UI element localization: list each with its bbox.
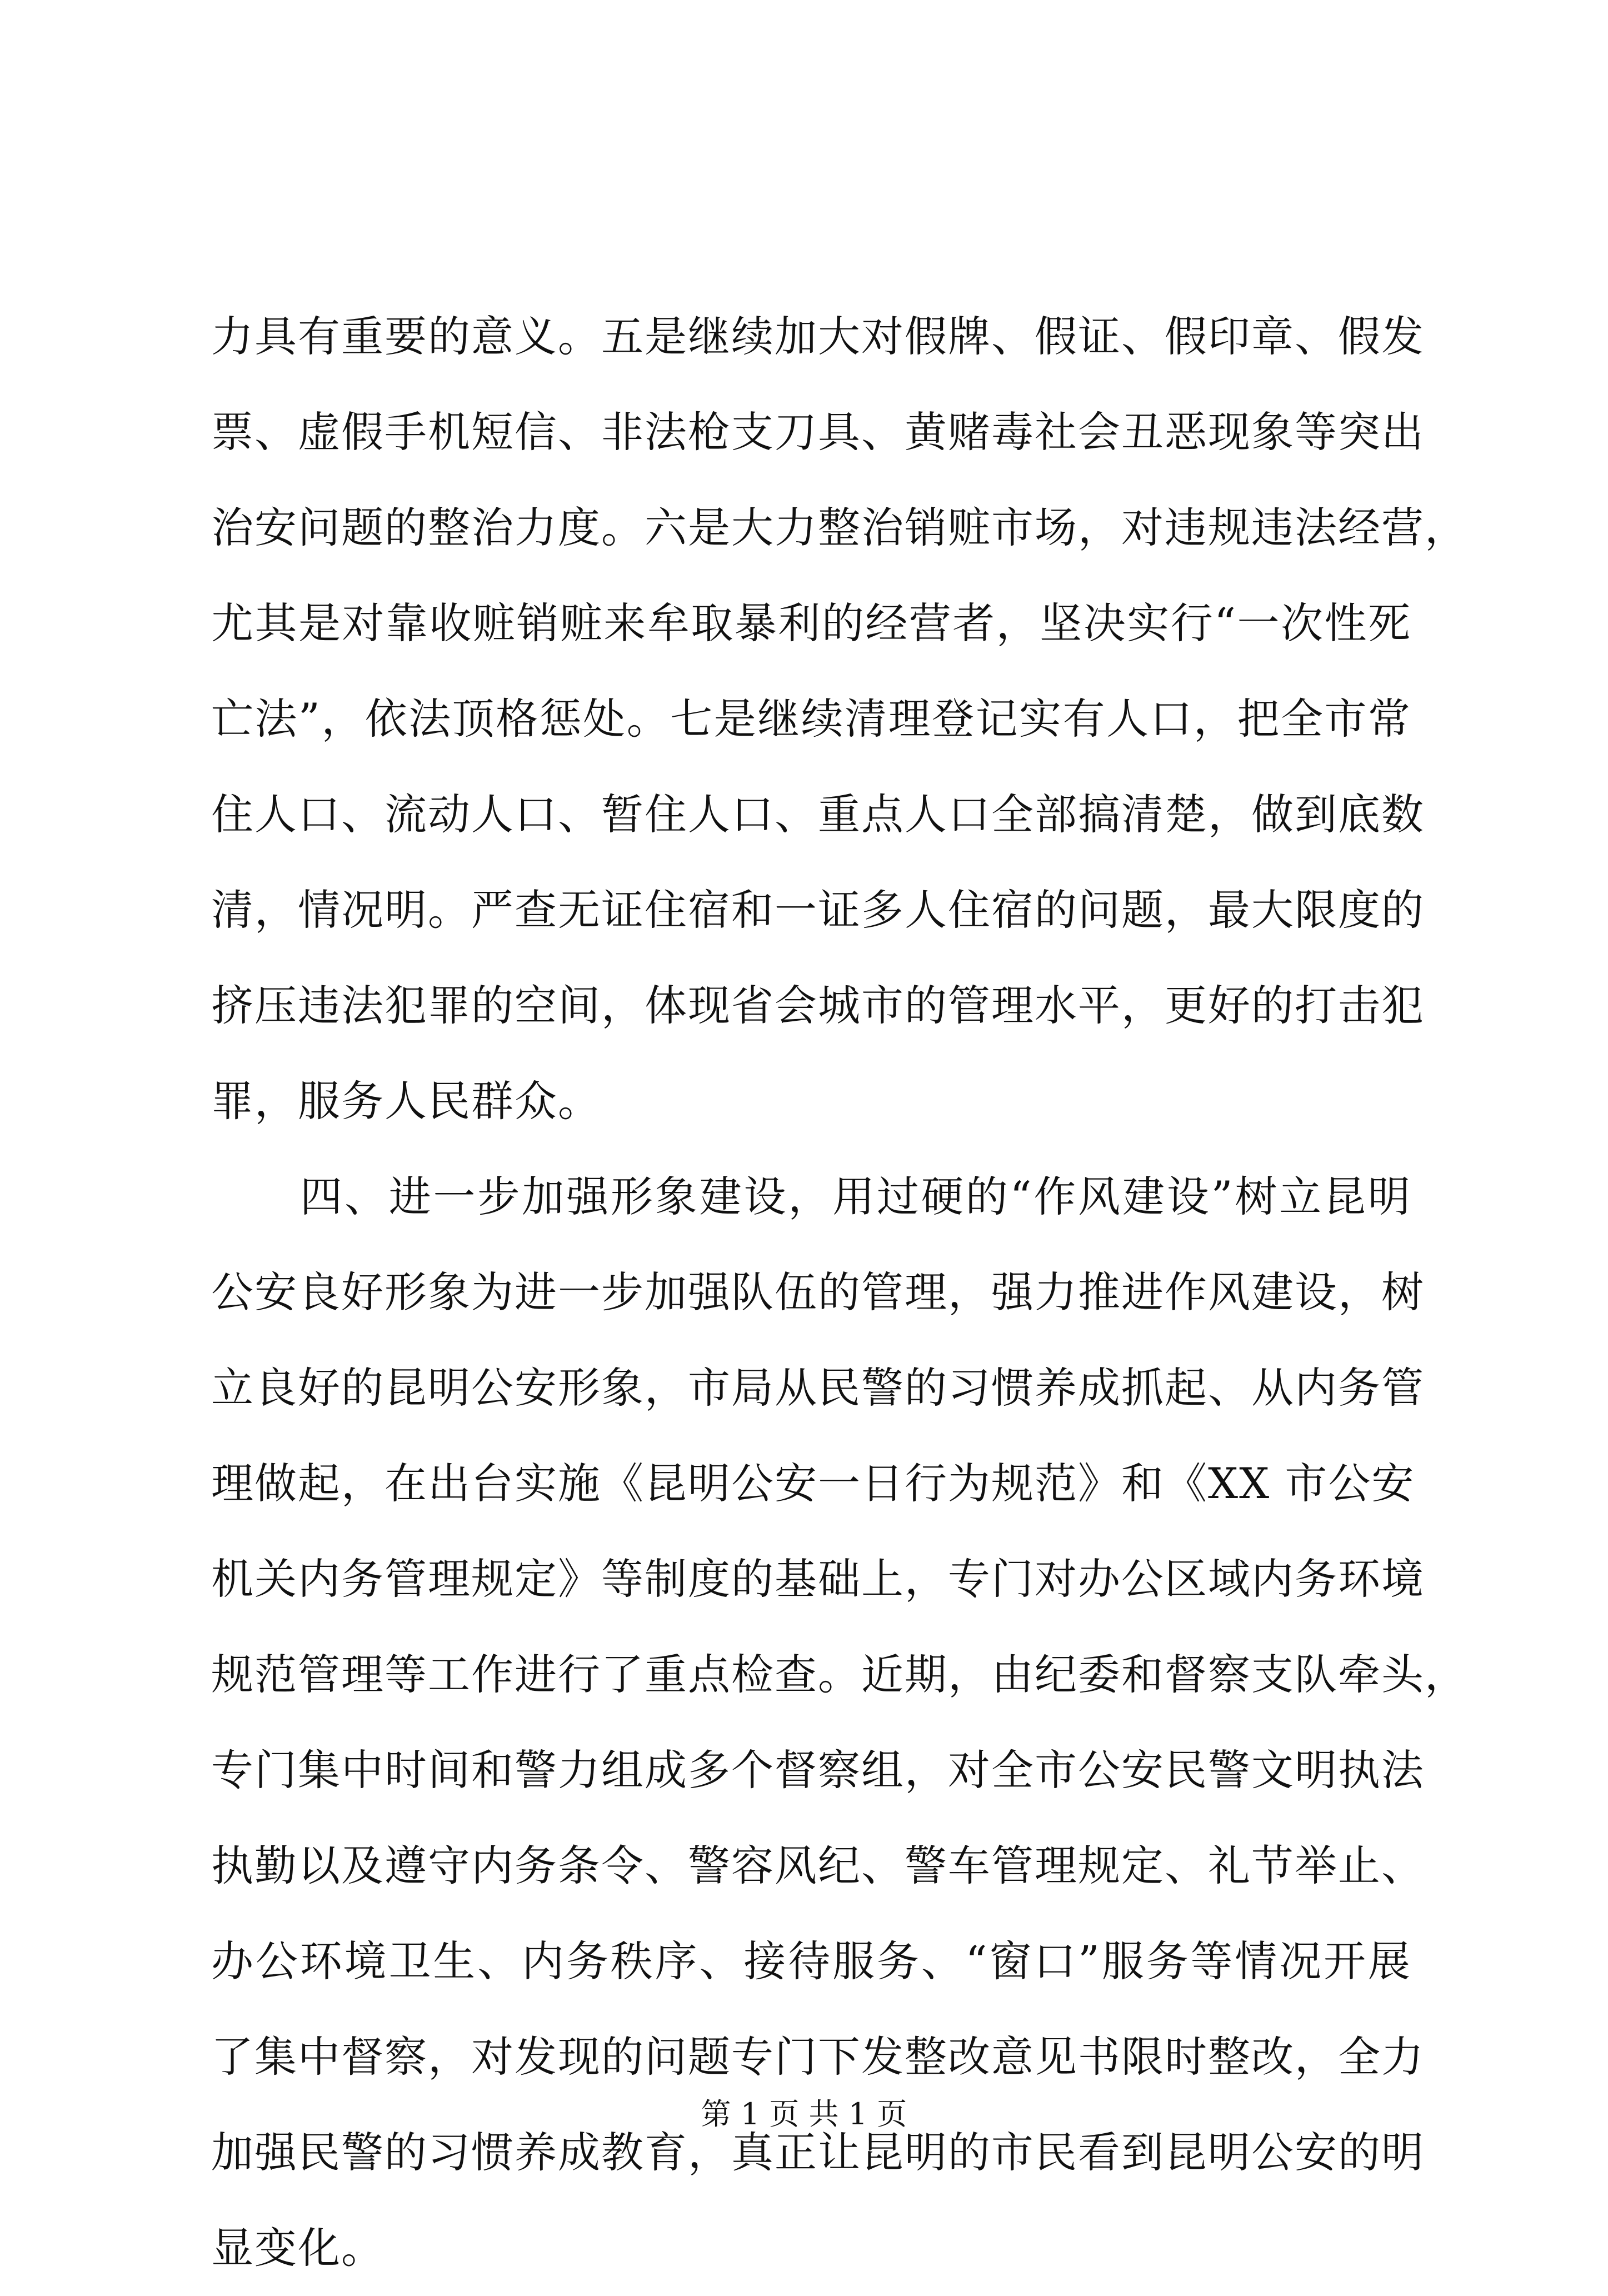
paragraph-heading-line: 四、进一步加强形象建设，用过硬的“作风建设”树立昆明 xyxy=(300,1172,1411,1221)
text-line: 理做起，在出台实施《昆明公安一日行为规范》和《XX 市公安 xyxy=(211,1459,1415,1508)
text-line: 尤其是对靠收赃销赃来牟取暴利的经营者，坚决实行“一次性死 xyxy=(211,598,1411,648)
page-footer: 第 1 页 共 1 页 xyxy=(701,2097,907,2132)
text-line: 住人口、流动人口、暂住人口、重点人口全部搞清楚，做到底数 xyxy=(211,790,1425,839)
text-line: 亡法”，依法顶格惩处。七是继续清理登记实有人口，把全市常 xyxy=(211,694,1411,743)
text-line: 清，情况明。严查无证住宿和一证多人住宿的问题，最大限度的 xyxy=(211,885,1425,935)
text-line: 罪，服务人民群众。 xyxy=(211,1076,601,1126)
text-line: 了集中督察，对发现的问题专门下发整改意见书限时整改，全力 xyxy=(211,2032,1425,2082)
text-line: 票、虚假手机短信、非法枪支刀具、黄赌毒社会丑恶现象等突出 xyxy=(211,407,1425,457)
text-line: 治安问题的整治力度。六是大力整治销赃市场，对违规违法经营， xyxy=(211,503,1468,552)
text-line: 专门集中时间和警力组成多个督察组，对全市公安民警文明执法 xyxy=(211,1745,1425,1795)
text-line: 办公环境卫生、内务秩序、接待服务、“窗口”服务等情况开展 xyxy=(211,1936,1411,1986)
text-line: 力具有重要的意义。五是继续加大对假牌、假证、假印章、假发 xyxy=(211,312,1425,361)
text-line: 规范管理等工作进行了重点检查。近期，由纪委和督察支队牵头， xyxy=(211,1650,1468,1699)
text-line: 执勤以及遵守内务条令、警容风纪、警车管理规定、礼节举止、 xyxy=(211,1841,1425,1890)
text-line: 机关内务管理规定》等制度的基础上，专门对办公区域内务环境 xyxy=(211,1554,1425,1604)
text-line: 加强民警的习惯养成教育，真正让昆明的市民看到昆明公安的明 xyxy=(211,2128,1425,2177)
text-line: 立良好的昆明公安形象，市局从民警的习惯养成抓起、从内务管 xyxy=(211,1363,1425,1412)
text-line: 显变化。 xyxy=(211,2223,384,2273)
text-line: 公安良好形象为进一步加强队伍的管理，强力推进作风建设，树 xyxy=(211,1267,1425,1317)
text-line: 挤压违法犯罪的空间，体现省会城市的管理水平，更好的打击犯 xyxy=(211,981,1425,1030)
document-body xyxy=(211,289,1468,2296)
